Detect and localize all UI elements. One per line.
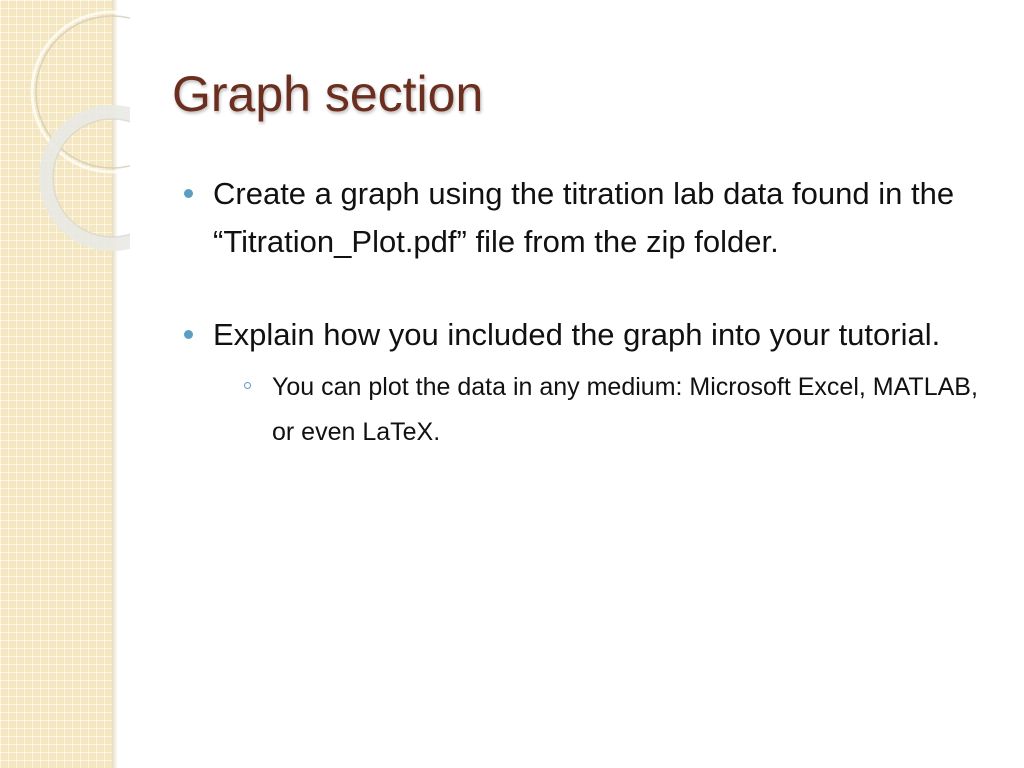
bullet-item — [184, 170, 999, 266]
slide-title: Graph section — [172, 66, 484, 122]
bullet-dot-icon — [184, 330, 193, 339]
sub-bullet-item — [244, 365, 999, 455]
bullet-item — [184, 311, 999, 455]
bullet-text: Explain how you included the graph into your tutorial. — [213, 317, 941, 352]
bullet-text: Create a graph using the titration lab data found in the “Titration_Plot.pdf” file from the zip folder. — [213, 176, 955, 259]
slide-body — [184, 170, 999, 455]
decorative-rings — [0, 0, 130, 260]
sub-bullet-ring-icon — [244, 382, 251, 389]
sub-bullet-text: You can plot the data in any medium: Microsoft Excel, MATLAB, or even LaTeX. — [272, 373, 978, 446]
bullet-dot-icon — [184, 189, 193, 198]
